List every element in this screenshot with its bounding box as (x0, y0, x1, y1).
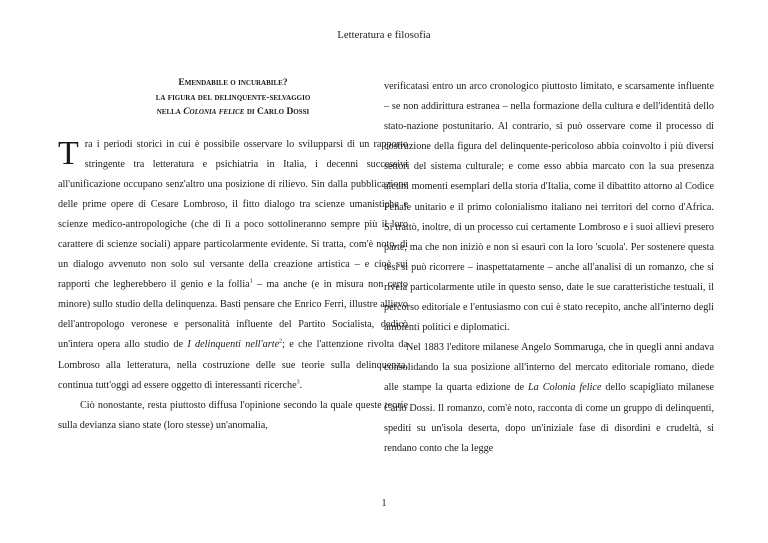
footnote-ref-2[interactable]: 2 (279, 339, 283, 346)
right-column (384, 77, 714, 459)
paragraph-1-part-c: ; e che l'attenzione rivolta da Lombroso alla letteratura, nella costruzione delle sue teorie sulla delinquenza, continua tutt'oggi ad essere oggetto di interessanti ricerche (58, 339, 408, 391)
footnote-ref-3[interactable]: 3 (296, 379, 300, 386)
paragraph-4-part-a: Nel 1883 l'editore milanese Angelo Sommaruga, che in quegli anni andava consolidando la sua posizione all'interno del mercato editoriale romano, diede alle stampe la quarta edizione de (384, 342, 714, 394)
paragraph-3: verificatasi entro un arco cronologico piuttosto limitato, e scarsamente influente – se non addirittura estranea – nella formazione della cultura e dell'identità dello stato-nazione postunitario. Al contrario, si può osservare come il processo di costruzione della figura del delinquente-pericoloso abbia coinvolto i più diversi settori del sistema culturale; e come esso abbia marcato con la sua presenza alcuni momenti esemplari della storia d'Italia, come il dibattito attorno al Codice Penale unitario e il primo colonialismo italiano nei territori del corno d'Africa. Si trattò, inoltre, di un processo cui certamente Lombroso e i suoi allievi presero parte, ma che non iniziò e non si esaurì con la loro 'scuola'. Per sostenere questa tesi si può ricorrere – inaspettatamente – anche all'analisi di un romanzo, che si rivela particolarmente utile in questo senso, date le sue caratteristiche testuali, il percorso editoriale e l'entusiasmo con cui è stato recepito, anche all'interno degli ambienti politici e diplomatici. (384, 81, 714, 334)
paragraph-1-part-b: – ma anche (e in misura non certo minore) sullo studio della delinquenza. Basti pensare che Enrico Ferri, illustre allievo dell'antropologo veronese e personalità influente del Partito Socialista, dedicò un'intera opera allo studio de (58, 279, 408, 351)
left-column (58, 75, 408, 436)
paragraph-1-part-a: ra i periodi storici in cui è possibile osservare lo svilupparsi di un rapporto stringente tra letteratura e psichiatria in Italia, i decenni successivi all'unificazione occupano senz'altro una posizione di rilievo. Sin dalla pubblicazione delle prime opere di Cesare Lombroso, il fitto dialogo tra scienze umanistiche e scienze medico-antropologiche (che di lì a poco sottolineranno sempre più il loro carattere di scienze sociali) appare particolarmente evidente. Si tratta, com'è noto, di un dialogo avvenuto non solo sul versante della creazione artistica – e cioè sui rapporti che legherebbero il genio e la follia (58, 138, 408, 291)
page-number: 1 (381, 498, 387, 509)
title-line-1: Emendabile o incurabile? (178, 78, 288, 88)
paragraph-1 (58, 135, 408, 396)
paragraph-1-italic: I delinquenti nell'arte (187, 339, 280, 351)
article-title (58, 75, 408, 120)
drop-cap: T (58, 134, 79, 172)
paragraph-1-part-d: . (299, 379, 303, 391)
paragraph-4-italic: La Colonia felice (528, 382, 602, 394)
title-line-3-pre: nella (156, 107, 184, 117)
paragraph-2: Ciò nonostante, resta piuttosto diffusa l'opinione secondo la quale queste teorie sulla devianza siano state (loro stesse) un'anomalia, (58, 399, 408, 431)
title-line-3-italic: Colonia felice (183, 107, 245, 117)
footnote-ref-1[interactable]: 1 (249, 278, 253, 285)
title-line-3-post: di Carlo Dossi (244, 107, 310, 117)
running-header: Letteratura e filosofia (337, 30, 431, 41)
title-line-2: la figura del delinquente-selvaggio (155, 92, 311, 103)
paragraph-4 (384, 338, 714, 459)
paragraph-4-part-b: dello scapigliato milanese Carlo Dossi. Il romanzo, com'è noto, racconta di come un gruppo di delinquenti, spediti su un'isola deserta, dopo un'iniziale fase di disordini e crudeltà, si rendano conto che la legge (384, 382, 714, 454)
title-line-3 (58, 105, 408, 120)
